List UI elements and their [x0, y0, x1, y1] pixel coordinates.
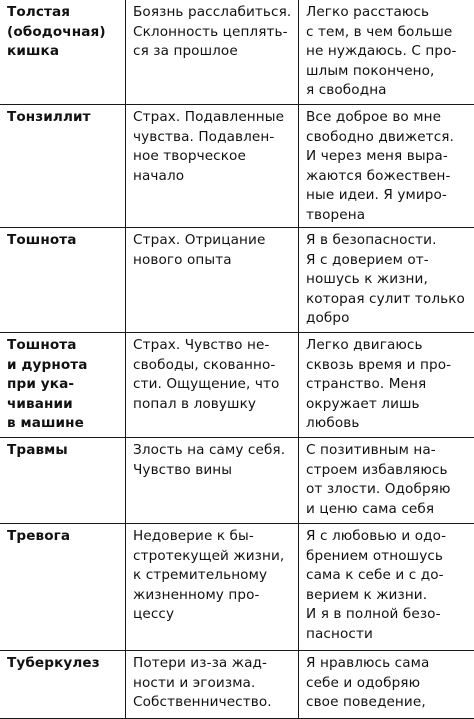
affirmation-cell-line: я свободна: [306, 82, 387, 98]
affirmation-cell-line: добро: [306, 310, 350, 326]
cause-cell-line: Страх. Подавленные: [133, 109, 285, 125]
affirmation-cell-line: жаются божествен-: [306, 167, 451, 184]
affirmation-cell-line: странство. Меня: [306, 376, 427, 392]
term-cell-line: Тошнота: [7, 232, 77, 248]
cause-cell-line: сти. Ощущение, что: [133, 376, 280, 392]
affirmation-cell-line: себе и одобряю: [306, 674, 421, 691]
table-row: [0, 105, 474, 228]
table-row: [0, 438, 474, 524]
cause-cell-line: Склонность цеплять-: [133, 23, 288, 40]
cause-cell-line: жизненному про-: [133, 586, 260, 603]
term-cell-line: кишка: [7, 43, 60, 59]
term-cell: [0, 438, 126, 524]
cause-cell: [126, 333, 299, 438]
affirmation-cell-line: пасности: [306, 625, 373, 642]
affirmation-cell-line: не нуждаюсь. С про-: [306, 43, 457, 59]
term-cell: [0, 333, 126, 438]
affirmation-cell-line: верием к жизни.: [306, 586, 428, 603]
affirmation-cell-line: Я нравлюсь сама: [306, 655, 430, 671]
term-cell: [0, 105, 126, 228]
affirmation-cell-line: ношусь к жизни,: [306, 271, 428, 287]
cause-cell: [126, 228, 299, 333]
cause-cell-line: Боязнь расслабиться.: [133, 4, 292, 20]
cause-cell-line: начало: [133, 167, 185, 184]
affirmation-cell-line: И я в полной безо-: [306, 606, 441, 622]
cause-cell: [126, 438, 299, 524]
affirmation-cell-line: ные идеи. Я умиро-: [306, 187, 447, 203]
table-row: [0, 524, 474, 651]
term-cell-line: Травмы: [7, 442, 68, 458]
affirmation-cell-line: свое поведение,: [306, 694, 426, 710]
affirmation-cell-line: свободно движется.: [306, 128, 454, 145]
table-row: [0, 0, 474, 105]
affirmation-cell-line: Я в безопасности.: [306, 232, 437, 248]
affirmation-cell-line: И через меня выра-: [306, 148, 448, 164]
term-cell-line: Туберкулез: [7, 655, 100, 671]
cause-cell: [126, 651, 299, 719]
affirmation-cell: [299, 228, 474, 333]
term-cell-line: (ободочная): [7, 23, 106, 40]
cause-cell: [126, 0, 299, 105]
affirmation-cell-line: сквозь время и про-: [306, 356, 452, 373]
affirmation-cell-line: окружает лишь: [306, 395, 420, 412]
cause-cell-line: свободы, скованно-: [133, 356, 276, 373]
affirmation-cell-line: которая сулит только: [306, 290, 465, 307]
cause-cell-line: нового опыта: [133, 251, 232, 268]
affirmation-cell-line: брением отношусь: [306, 547, 444, 564]
cause-cell-line: ности и эгоизма.: [133, 674, 256, 691]
term-cell-line: Тревога: [7, 528, 71, 544]
affirmation-cell: [299, 438, 474, 524]
term-cell: [0, 228, 126, 333]
affirmation-cell-line: шлым покончено,: [306, 62, 435, 79]
term-cell: [0, 524, 126, 651]
term-cell-line: чивании: [7, 395, 73, 412]
cause-cell-line: ное творческое: [133, 148, 246, 164]
table-row: [0, 651, 474, 719]
affirmation-cell-line: сама к себе и с до-: [306, 567, 444, 583]
table-row: [0, 333, 474, 438]
affirmation-cell-line: от злости. Одобряю: [306, 481, 451, 497]
affirmation-cell-line: Я с доверием от-: [306, 251, 429, 268]
cause-cell-line: Злость на саму себя.: [133, 442, 286, 458]
cause-cell: [126, 105, 299, 228]
affirmation-cell-line: Я с любовью и одо-: [306, 528, 447, 544]
term-cell: [0, 0, 126, 105]
affirmation-cell: [299, 0, 474, 105]
cause-cell-line: Страх. Отрицание: [133, 232, 266, 248]
affirmation-cell: [299, 651, 474, 719]
cause-cell-line: Собственничество.: [133, 694, 272, 710]
term-cell-line: Тонзиллит: [7, 109, 91, 125]
affirmation-cell: [299, 524, 474, 651]
affirmation-cell: [299, 333, 474, 438]
cause-cell-line: Страх. Чувство не-: [133, 337, 270, 353]
term-cell-line: Тошнота: [7, 337, 77, 353]
cause-cell-line: ся за прошлое: [133, 43, 238, 59]
affirmation-cell-line: творена: [306, 206, 366, 223]
cause-cell: [126, 524, 299, 651]
affirmation-cell-line: и ценю сама себя: [306, 500, 435, 517]
term-cell-line: Толстая: [7, 4, 71, 20]
cause-cell-line: чувства. Подавлен-: [133, 128, 275, 145]
cause-cell-line: цессу: [133, 606, 175, 622]
cause-cell-line: попал в ловушку: [133, 395, 257, 412]
affirmation-cell-line: Все доброе во мне: [306, 109, 442, 125]
cause-cell-line: Недоверие к бы-: [133, 528, 254, 544]
affirmation-cell-line: Легко двигаюсь: [306, 337, 423, 353]
table-row: [0, 228, 474, 333]
term-cell-line: и дурнота: [7, 356, 88, 373]
affirmation-cell-line: строем избавляюсь: [306, 461, 448, 478]
affirmation-cell-line: Легко расстаюсь: [306, 4, 430, 20]
term-cell-line: при ука-: [7, 376, 75, 392]
affirmation-cell-line: С позитивным на-: [306, 442, 436, 458]
cause-cell-line: к стремительному: [133, 567, 268, 583]
term-cell-line: в машине: [7, 415, 84, 431]
affirmation-cell-line: любовь: [306, 415, 360, 431]
cause-cell-line: Чувство вины: [133, 461, 233, 478]
affirmation-cell-line: с тем, в чем больше: [306, 23, 453, 40]
cause-cell-line: стротекущей жизни,: [133, 547, 285, 564]
affirmation-cell: [299, 105, 474, 228]
cause-cell-line: Потери из-за жад-: [133, 655, 268, 671]
term-cell: [0, 651, 126, 719]
